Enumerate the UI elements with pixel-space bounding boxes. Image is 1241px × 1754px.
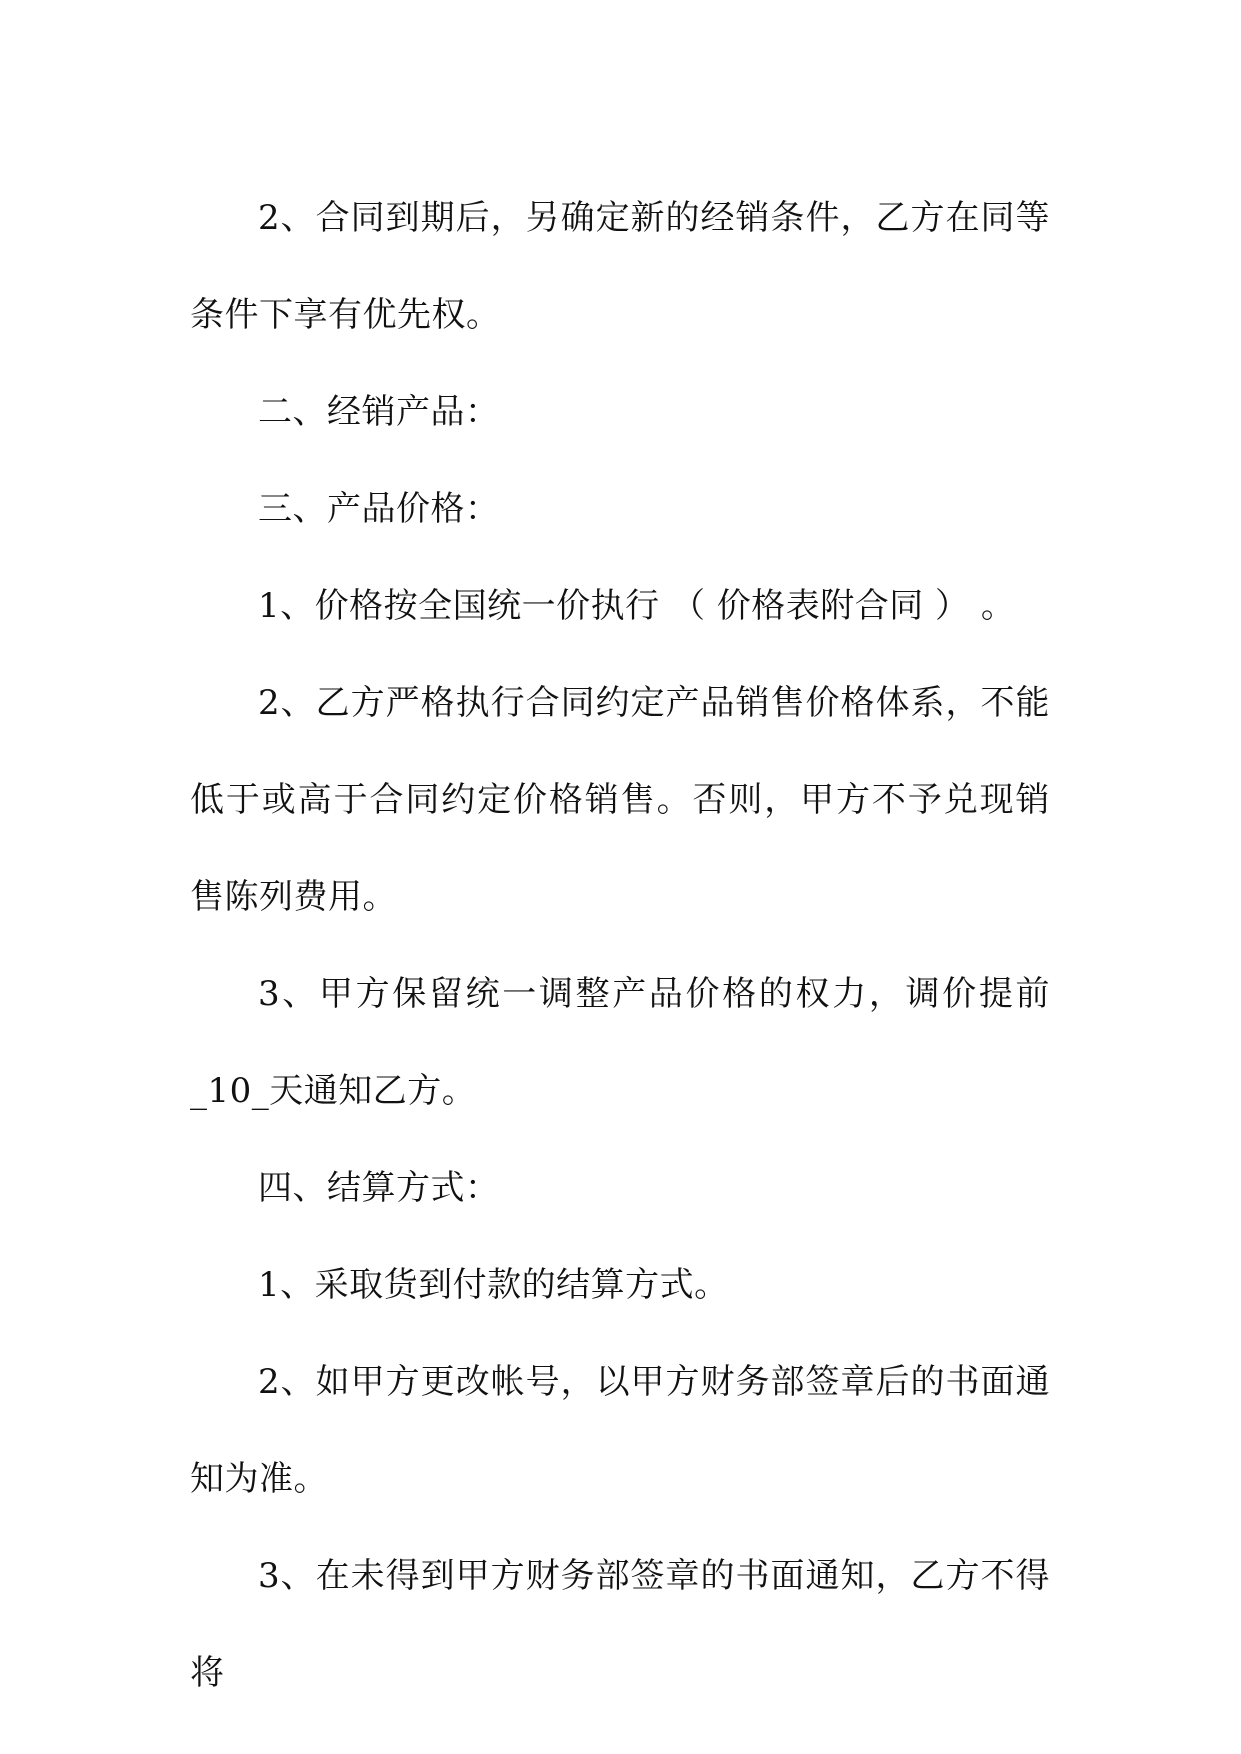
paragraph-account-change: 2、如甲方更改帐号，以甲方财务部签章后的书面通知为准。 (190, 1362, 1050, 1499)
paragraph-written-notice: 3、在未得到甲方财务部签章的书面通知，乙方不得将 (190, 1556, 1050, 1693)
document-body (190, 170, 1050, 1722)
paragraph-contract-renewal: 2、合同到期后，另确定新的经销条件，乙方在同等条件下享有优先权。 (190, 198, 1050, 335)
paragraph-cash-on-delivery: 1、采取货到付款的结算方式。 (258, 1265, 729, 1305)
heading-settlement: 四、结算方式： (258, 1168, 500, 1208)
heading-product-price: 三、产品价格： (258, 489, 500, 529)
paragraph-price-unified: 1、价格按全国统一价执行 （ 价格表附合同 ） 。 (258, 586, 1016, 626)
paragraph-price-system: 2、乙方严格执行合同约定产品销售价格体系，不能低于或高于合同约定价格销售。否则，甲方不予兑现销售陈列费用。 (190, 683, 1050, 917)
paragraph-price-adjustment: 3、甲方保留统一调整产品价格的权力，调价提前_10_天通知乙方。 (190, 974, 1050, 1111)
heading-products: 二、经销产品： (258, 392, 500, 432)
